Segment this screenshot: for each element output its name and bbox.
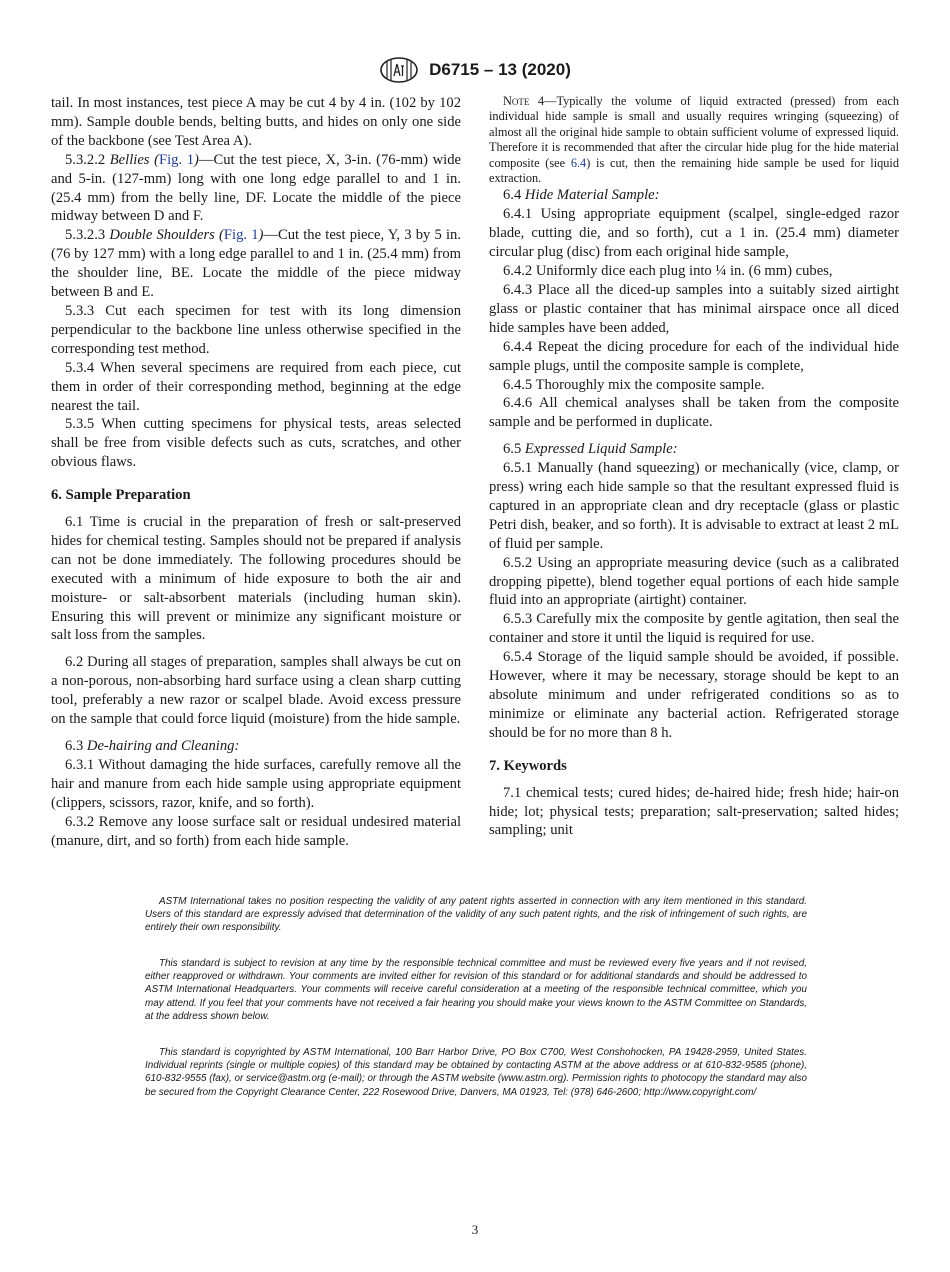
section-6-4-2: 6.4.2 Uniformly dice each plug into ¼ in. (6 mm) cubes, — [503, 263, 833, 280]
document-designation: D6715 – 13 (2020) — [429, 60, 571, 79]
astm-logo-icon — [379, 56, 419, 84]
section-6-5-3: 6.5.3 Carefully mix the composite by gentle agitation, then seal the container and store it until the liquid is required for use. — [489, 611, 899, 647]
section-6-5-2: 6.5.2 Using an appropriate measuring device (such as a calibrated dropping pipette), blend together equal portions of each hide sample fluid into an appropriate (airtight) container. — [489, 554, 899, 609]
section-6-4-3: 6.4.3 Place all the diced-up samples into a suitably sized airtight glass or plastic container that has minimal airspace once all diced hide samples have been added, — [489, 281, 899, 336]
page-header — [0, 56, 950, 84]
section-6-4-link[interactable]: 6.4 — [570, 155, 587, 170]
heading-sample-preparation: 6. Sample Preparation — [51, 487, 191, 504]
section-5-3-5: 5.3.5 When cutting specimens for physical tests, areas selected shall be free from visible defects such as cuts, scratches, and other obvious flaws. — [51, 416, 461, 471]
section-6-3: 6.3 De-hairing and Cleaning: — [65, 738, 240, 754]
fig-1-link[interactable]: Fig. 1 — [158, 151, 195, 168]
note-4: Note 4—Typically the volume of liquid extracted (pressed) from each individual hide sample is small and usually requires wringing (squeezing) of almost all the original hide sample to obtain sufficient volume of expressed liquid. Therefore it is recommended that after the circular hide plug for the hide material composite (see 6.4) is cut, then the remaining hide sample be used for liquid extraction. — [489, 94, 899, 186]
paragraph-tail: tail. In most instances, test piece A may be cut 4 by 4 in. (102 by 102 mm). Sample double bends, belting butts, and hides on only one side of the backbone (see Test Area A). — [51, 95, 461, 149]
section-6-5: 6.5 Expressed Liquid Sample: — [503, 441, 678, 458]
footer-copyright-notice: This standard is copyrighted by ASTM International, 100 Barr Harbor Drive, PO Box C700, West Conshohocken, PA 19428-2959, United States. Individual reprints (single or multiple copies) of this standard may be obtained by contacting ASTM at the above address or at 610-832-9585 (phone), 610-832-9555 (fax), or service@astm.org (e-mail); or through the ASTM website (www.astm.org). Permission rights to photocopy the standard may also be secured from the Copyright Clearance Center, 222 Rosewood Drive, Danvers, MA 01923, Tel: (978) 646-2600; http://www.copyright.com/ — [145, 1047, 807, 1098]
section-5-3-3: 5.3.3 Cut each specimen for test with its long dimension perpendicular to the backbone line unless otherwise specified in the corresponding test method. — [51, 302, 461, 357]
section-6-4: 6.4 Hide Material Sample: — [503, 187, 660, 204]
left-column — [51, 94, 461, 850]
heading-keywords: 7. Keywords — [489, 757, 567, 774]
section-6-4-1: 6.4.1 Using appropriate equipment (scalpel, single-edged razor blade, cutting die, and so forth), cut a 1 in. (25.4 mm) diameter circular plug (disc) from each original hide sample, — [489, 206, 899, 261]
section-6-5-4: 6.5.4 Storage of the liquid sample should be avoided, if possible. However, where it may be necessary, storage should be kept to an absolute minimum and under refrigerated conditions so as to minimize or eliminate any bacterial action. Refrigerated storage should be for no more than 8 h. — [489, 649, 899, 741]
fig-1-link[interactable]: Fig. 1 — [223, 227, 259, 244]
section-5-3-2-2: 5.3.2.2 Bellies (Fig. 1)—Cut the test piece, X, 3-in. (76-mm) wide and 5-in. (127-mm) long with one long edge parallel to and 1 in. (25.4 mm) from the belly line, DF. Locate the middle of the piece midway between D and F. — [51, 151, 461, 225]
section-6-5-1: 6.5.1 Manually (hand squeezing) or mechanically (vice, clamp, or press) wring each hide sample so that the resultant expressed fluid is captured in an appropriate clean and dry receptacle (glass or plastic Petri dish, beaker, and so forth). It is advisable to extract at least 2 mL of fluid per sample. — [489, 460, 899, 552]
section-6-4-4: 6.4.4 Repeat the dicing procedure for each of the individual hide sample plugs, until the composite sample is complete, — [489, 338, 899, 374]
section-6-3-2: 6.3.2 Remove any loose surface salt or residual undesired material (manure, dirt, and so forth) from each hide sample. — [51, 813, 461, 849]
section-6-4-5: 6.4.5 Thoroughly mix the composite sample. — [503, 376, 765, 393]
footer-revision-notice: This standard is subject to revision at any time by the responsible technical committee and must be reviewed every five years and if not revised, either reapproved or withdrawn. Your comments are invited either for revision of this standard or for additional standards and should be addressed to ASTM International Headquarters. Your comments will receive careful consideration at a meeting of the responsible technical committee, which you may attend. If you feel that your comments have not received a fair hearing you should make your views known to the ASTM Committee on Standards, at the address shown below. — [145, 958, 807, 1022]
section-6-2: 6.2 During all stages of preparation, samples shall always be cut on a non-porous, non-absorbing hard surface using a clean sharp cutting tool, preferably a new razor or scalpel blade. Avoid excess pressure on the sample that could force liquid (moisture) from the hide sample. — [51, 654, 461, 728]
section-6-1: 6.1 Time is crucial in the preparation of fresh or salt-preserved hides for chemical testing. Samples should not be prepared if analysis can not be done immediately. The following procedures should be executed with a minimum of hide exposure to both the air and moisture- or salt-absorbent materials (including human skin). Ensuring this will prevent or minimize any significant moisture or salt loss from the samples. — [51, 514, 461, 644]
section-5-3-4: 5.3.4 When several specimens are required from each piece, cut them in order of their corresponding method, beginning at the edge nearest the tail. — [51, 359, 461, 414]
section-7-1: 7.1 chemical tests; cured hides; de-haired hide; fresh hide; hair-on hide; lot; physical tests; preparation; salt-preservation; salted hides; sampling; unit — [489, 784, 899, 839]
section-5-3-2-3: 5.3.2.3 Double Shoulders (Fig. 1)—Cut the test piece, Y, 3 by 5 in. (76 by 127 mm) with a long edge parallel to and 1 in. (25.4 mm) from the shoulder line, BE. Locate the middle of the piece midway between B and E. — [51, 227, 461, 301]
right-column — [489, 94, 899, 840]
footer-patent-notice: ASTM International takes no position respecting the validity of any patent rights asserted in connection with any item mentioned in this standard. Users of this standard are expressly advised that determination of the validity of any such patent rights, and the risk of infringement of such rights, are entirely their own responsibility. — [145, 896, 807, 934]
section-6-3-1: 6.3.1 Without damaging the hide surfaces, carefully remove all the hair and manure from each hide sample using appropriate equipment (clippers, scissors, razor, knife, and so forth). — [51, 756, 461, 811]
section-6-4-6: 6.4.6 All chemical analyses shall be taken from the composite sample and be performed in duplicate. — [489, 395, 899, 431]
page-number: 3 — [471, 1222, 479, 1237]
